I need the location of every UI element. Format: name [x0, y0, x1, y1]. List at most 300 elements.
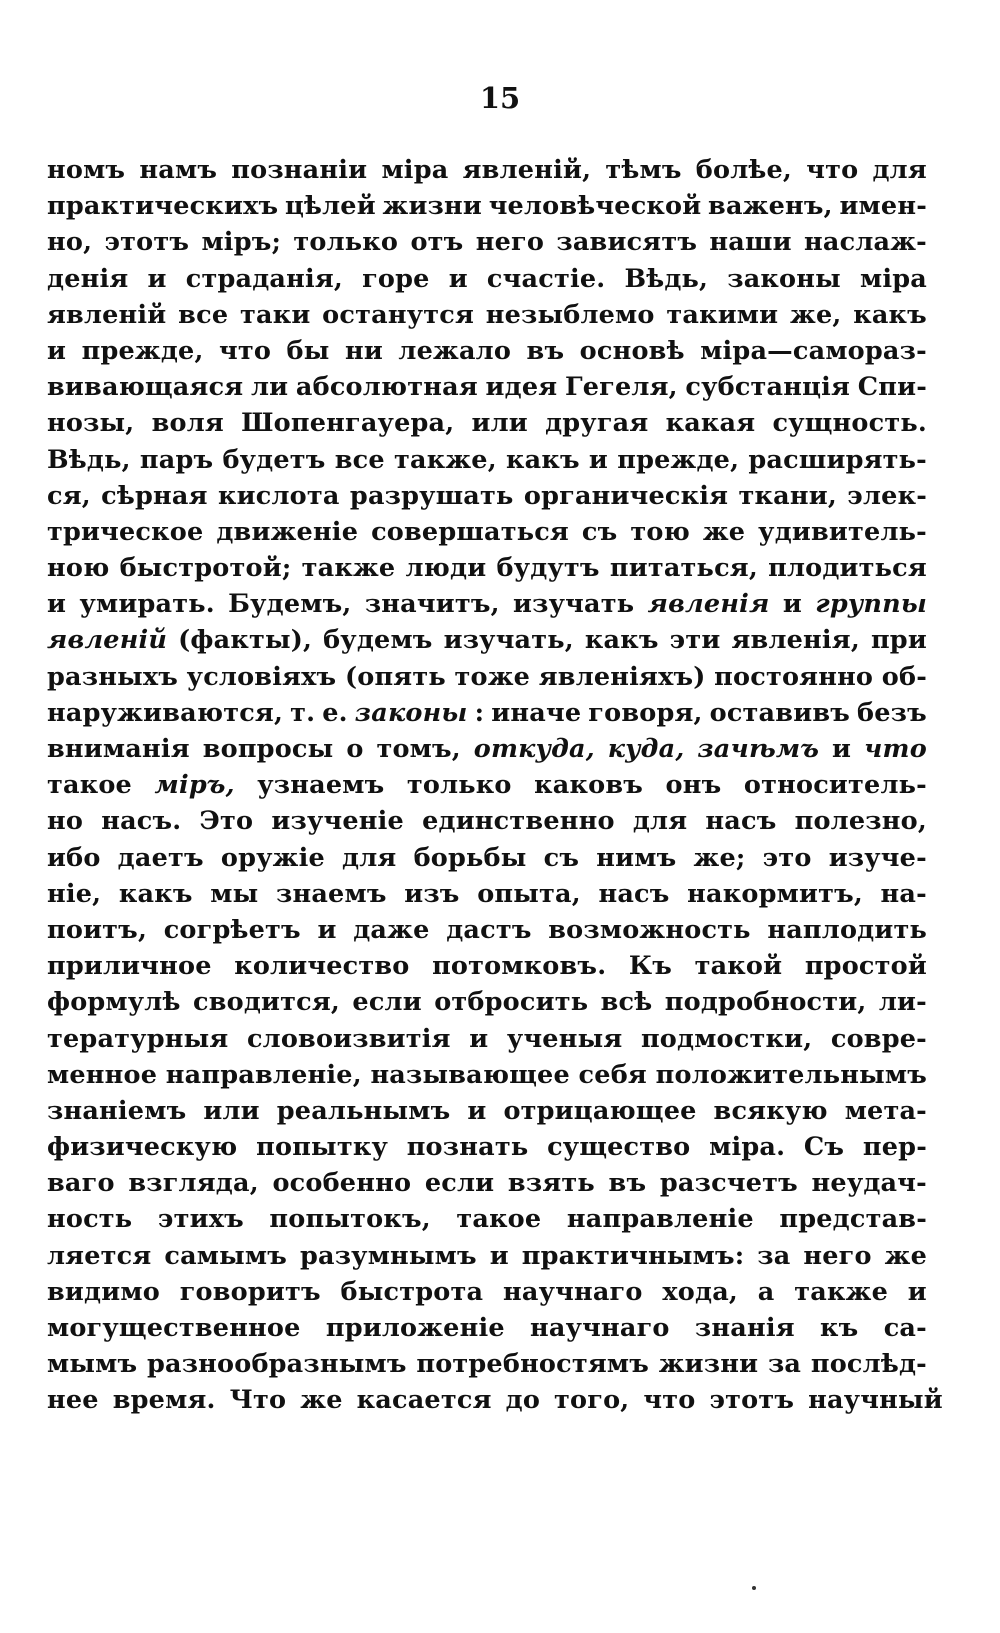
word: кислота: [218, 480, 340, 511]
word: положительнымъ: [655, 1059, 927, 1090]
word: согрѣетъ: [163, 914, 301, 945]
word: субстанція: [685, 372, 851, 403]
word: научнаго: [530, 1313, 670, 1343]
word: того,: [554, 1385, 630, 1416]
word: каковъ: [534, 770, 643, 801]
word: паръ: [139, 444, 214, 475]
word: идея: [485, 372, 558, 403]
word: сводится,: [193, 987, 341, 1018]
word: иначе: [491, 697, 582, 728]
word: все: [334, 444, 385, 475]
text-line: [47, 514, 927, 550]
emphasized-word: міръ,: [154, 770, 235, 801]
word: всякую: [713, 1095, 828, 1126]
word: и: [832, 734, 852, 764]
word: жизни: [658, 1349, 759, 1380]
word: это: [762, 842, 812, 873]
word: же: [884, 1240, 927, 1271]
word: же: [300, 1385, 343, 1416]
word: е.: [322, 697, 348, 728]
word: а: [757, 1276, 775, 1307]
word: что: [806, 155, 859, 185]
word: говоря,: [588, 697, 703, 728]
word: Вѣдь,: [624, 263, 709, 294]
word: ніе,: [47, 878, 102, 909]
word: накормитъ,: [687, 878, 863, 909]
word: тою: [630, 516, 690, 547]
word: какъ: [584, 625, 659, 656]
word: трическое: [47, 516, 204, 547]
word: міра: [859, 263, 927, 294]
word: при: [870, 625, 927, 656]
word: безъ: [857, 697, 927, 728]
word: счастіе.: [486, 263, 606, 294]
word: все: [178, 299, 229, 330]
word: плодиться: [768, 553, 927, 584]
word: нозы,: [47, 408, 135, 439]
word: Шопенгауера,: [241, 408, 455, 439]
word: если: [424, 1168, 495, 1199]
text-line: [47, 224, 927, 260]
word: и: [469, 1023, 489, 1054]
word: въ: [526, 335, 565, 366]
word: также: [794, 1276, 889, 1307]
word: онъ: [665, 770, 722, 801]
text-line: [47, 297, 927, 333]
word: для: [872, 155, 927, 185]
word: единственно: [422, 806, 615, 837]
word: Вѣдь,: [47, 444, 131, 475]
text-line: [47, 767, 927, 803]
word: разумнымъ: [299, 1240, 477, 1271]
word: какъ: [853, 299, 927, 330]
word: съ: [543, 842, 580, 873]
word: умирать.: [79, 589, 215, 620]
word: пер-: [862, 1132, 927, 1163]
emphasized-word: законы: [354, 697, 468, 728]
word: также,: [394, 444, 497, 475]
word: прежде,: [617, 444, 740, 475]
word: за: [757, 1240, 791, 1271]
word: познаніи: [231, 155, 368, 185]
text-line: [47, 1382, 943, 1418]
word: (факты),: [178, 625, 313, 656]
word: питаться,: [609, 553, 758, 584]
emphasized-word: что: [864, 734, 927, 764]
word: такое: [456, 1204, 542, 1235]
word: удивитель-: [758, 516, 927, 547]
word: болѣе,: [695, 155, 793, 185]
word: быстротой;: [119, 553, 292, 584]
word: мета-: [844, 1095, 927, 1126]
word: какъ: [118, 878, 193, 909]
word: и: [467, 1095, 487, 1126]
word: воля: [151, 408, 224, 439]
text-line: [47, 1057, 927, 1093]
word: и: [47, 589, 67, 620]
word: ученыя: [506, 1023, 623, 1054]
word: попытокъ,: [269, 1204, 431, 1235]
word: научнаго: [503, 1276, 643, 1307]
emphasized-word: явленія: [647, 589, 770, 620]
word: или: [471, 408, 528, 439]
text-line: [47, 876, 927, 912]
text-line: [47, 1093, 927, 1129]
word: знанія: [694, 1313, 795, 1343]
word: быстрота: [340, 1276, 484, 1307]
word: всѣ: [600, 987, 653, 1018]
word: что: [219, 335, 272, 366]
text-line: [47, 1165, 927, 1201]
text-line: [47, 948, 927, 984]
word: опыта,: [477, 878, 581, 909]
word: потребностямъ: [416, 1349, 650, 1380]
word: отъ: [410, 227, 464, 258]
word: также: [301, 553, 396, 584]
word: міра—самораз-: [700, 335, 927, 366]
word: Что: [229, 1385, 287, 1416]
word: за: [767, 1349, 802, 1380]
word: себя: [578, 1059, 647, 1090]
word: незыблемо: [485, 299, 655, 330]
emphasized-word: группы: [815, 589, 927, 620]
word: разныхъ: [47, 661, 179, 692]
word: подмостки,: [640, 1023, 813, 1054]
word: что: [643, 1385, 696, 1416]
word: наслаж-: [804, 227, 927, 258]
word: мы: [210, 878, 259, 909]
word: законы: [727, 263, 841, 294]
text-line: [47, 984, 927, 1020]
word: приложеніе: [325, 1313, 505, 1343]
word: наруживаются,: [47, 697, 284, 728]
word: разсчетъ: [659, 1168, 798, 1199]
word: :: [474, 697, 485, 728]
word: относитель-: [743, 770, 927, 801]
word: ность: [47, 1204, 133, 1235]
word: Гегеля,: [564, 372, 678, 403]
word: будемъ: [323, 625, 433, 656]
word: ни: [344, 335, 383, 366]
word: основѣ: [579, 335, 685, 366]
word: о: [346, 734, 364, 764]
word: сущность.: [772, 408, 927, 439]
word: и: [489, 1240, 509, 1271]
word: разрушать: [349, 480, 514, 511]
text-line: [47, 912, 927, 948]
word: изученіе: [271, 806, 404, 837]
text-line: [47, 261, 927, 297]
word: горе: [362, 263, 430, 294]
body-text: [47, 152, 943, 1419]
word: и: [782, 589, 802, 620]
emphasized-word: откуда,: [473, 734, 595, 764]
text-line: [47, 478, 927, 514]
word: ляется: [47, 1240, 152, 1271]
word: борьбы: [413, 842, 527, 873]
word: существо: [547, 1132, 691, 1163]
word: касается: [356, 1385, 492, 1416]
word: нее: [47, 1385, 99, 1416]
word: отбросить: [434, 987, 589, 1018]
word: наплодить: [767, 914, 927, 945]
word: тературныя: [47, 1023, 229, 1054]
word: лежало: [398, 335, 512, 366]
text-line: [47, 550, 927, 586]
text-line: [47, 1310, 927, 1346]
word: поитъ,: [47, 914, 148, 945]
word: практическихъ: [47, 191, 279, 222]
text-line: [47, 442, 927, 478]
word: знаніемъ: [47, 1095, 187, 1126]
word: только: [406, 770, 512, 801]
word: значитъ,: [364, 589, 500, 620]
word: явленія,: [731, 625, 860, 656]
text-line: [47, 1129, 927, 1165]
word: особенно: [272, 1168, 412, 1199]
word: таки: [239, 299, 311, 330]
word: даже: [353, 914, 430, 945]
word: и: [47, 335, 67, 366]
word: отрицающее: [503, 1095, 697, 1126]
word: изуче-: [828, 842, 927, 873]
word: и: [907, 1276, 927, 1307]
word: взгляда,: [128, 1168, 259, 1199]
word: въ: [608, 1168, 647, 1199]
word: другая: [545, 408, 649, 439]
emphasized-word: куда,: [607, 734, 685, 764]
word: и: [588, 444, 609, 475]
word: ною: [47, 553, 110, 584]
word: или: [203, 1095, 260, 1126]
word: подробности,: [664, 987, 867, 1018]
word: явленій: [47, 299, 167, 330]
text-line: [47, 1346, 927, 1382]
text-line: [47, 840, 927, 876]
word: Съ: [803, 1132, 845, 1163]
text-line: [47, 731, 927, 767]
word: т.: [290, 697, 316, 728]
word: и: [317, 914, 337, 945]
word: жизни: [382, 191, 483, 222]
text-line: [47, 1201, 927, 1237]
word: расширять-: [748, 444, 927, 475]
word: ся,: [47, 480, 91, 511]
word: возможность: [548, 914, 751, 945]
word: только: [293, 227, 399, 258]
word: условіяхъ: [186, 661, 337, 692]
word: даетъ: [117, 842, 204, 873]
word: полезно,: [794, 806, 927, 837]
word: же,: [790, 299, 842, 330]
word: видимо: [47, 1276, 160, 1307]
word: разнообразнымъ: [146, 1349, 407, 1380]
word: практичнымъ:: [521, 1240, 745, 1271]
word: мымъ: [47, 1349, 138, 1380]
word: вопросы: [202, 734, 334, 764]
word: намъ: [139, 155, 218, 185]
word: могущественное: [47, 1313, 301, 1343]
word: прежде,: [81, 335, 204, 366]
text-line: [47, 333, 927, 369]
word: направленіе,: [165, 1059, 362, 1090]
word: движеніе: [216, 516, 359, 547]
word: этотъ: [104, 227, 190, 258]
word: послѣд-: [810, 1349, 927, 1380]
word: неудач-: [811, 1168, 927, 1199]
word: эти: [669, 625, 721, 656]
word: цѣлей: [284, 191, 376, 222]
word: простой: [804, 951, 927, 982]
word: Къ: [628, 951, 673, 982]
word: зависятъ: [556, 227, 698, 258]
word: и: [147, 263, 167, 294]
word: ваго: [47, 1168, 115, 1199]
word: хода,: [662, 1276, 738, 1307]
word: вниманія: [47, 734, 190, 764]
word: узнаемъ: [257, 770, 385, 801]
word: время.: [112, 1385, 216, 1416]
word: ли-: [878, 987, 927, 1018]
word: (опять: [344, 661, 446, 692]
word: потомковъ.: [432, 951, 607, 982]
text-line: [47, 369, 927, 405]
word: физическую: [47, 1132, 238, 1163]
word: дастъ: [446, 914, 532, 945]
text-line: [47, 188, 927, 224]
text-line: [47, 622, 927, 658]
word: сѣрная: [101, 480, 208, 511]
text-line: [47, 1021, 927, 1057]
word: ткани,: [738, 480, 837, 511]
word: томъ,: [376, 734, 461, 764]
word: познать: [406, 1132, 529, 1163]
word: міра.: [709, 1132, 786, 1163]
word: представ-: [779, 1204, 927, 1235]
word: реальнымъ: [276, 1095, 451, 1126]
word: него: [475, 227, 545, 258]
word: страданія,: [185, 263, 344, 294]
word: останутся: [322, 299, 474, 330]
word: но,: [47, 227, 93, 258]
word: Спи-: [857, 372, 927, 403]
word: же;: [693, 842, 746, 873]
word: постоянно: [714, 661, 874, 692]
word: до: [505, 1385, 541, 1416]
word: но: [47, 806, 84, 837]
word: количество: [234, 951, 410, 982]
word: нимъ: [596, 842, 677, 873]
word: міръ;: [201, 227, 282, 258]
word: словоизвитія: [246, 1023, 451, 1054]
word: Будемъ,: [228, 589, 352, 620]
word: менное: [47, 1059, 158, 1090]
word: бы: [286, 335, 330, 366]
word: съ: [581, 516, 618, 547]
word: совершаться: [371, 516, 569, 547]
word: явленій,: [462, 155, 592, 185]
word: направленіе: [566, 1204, 754, 1235]
word: называющее: [370, 1059, 570, 1090]
emphasized-word: явленій: [47, 625, 168, 656]
word: и: [448, 263, 468, 294]
word: денія: [47, 263, 129, 294]
word: ли: [250, 372, 289, 403]
text-line: [47, 1238, 927, 1274]
word: явленіяхъ): [538, 661, 706, 692]
word: если: [352, 987, 422, 1018]
word: об-: [881, 661, 927, 692]
word: тоже: [454, 661, 531, 692]
word: совре-: [830, 1023, 927, 1054]
word: номъ: [47, 155, 126, 185]
word: органическія: [523, 480, 729, 511]
word: люди: [405, 553, 487, 584]
word: имен-: [839, 191, 927, 222]
word: для: [342, 842, 397, 873]
word: него: [803, 1240, 872, 1271]
emphasized-word: зачѣмъ: [697, 734, 820, 764]
word: будутъ: [496, 553, 600, 584]
text-line: [47, 1274, 927, 1310]
ink-speck: [752, 1586, 756, 1590]
word: этихъ: [157, 1204, 244, 1235]
text-line: [47, 659, 927, 695]
word: насъ: [705, 806, 777, 837]
word: къ: [820, 1313, 859, 1343]
word: самымъ: [164, 1240, 288, 1271]
word: попытку: [256, 1132, 388, 1163]
word: какая: [665, 408, 756, 439]
text-line: [47, 405, 927, 441]
word: на-: [880, 878, 927, 909]
word: Это: [199, 806, 254, 837]
word: говоритъ: [179, 1276, 321, 1307]
text-line: [47, 586, 927, 622]
word: насъ.: [101, 806, 182, 837]
text-line: [47, 152, 927, 188]
word: насъ: [598, 878, 670, 909]
page-number: 15: [479, 81, 521, 115]
word: этотъ: [709, 1385, 795, 1416]
word: элек-: [847, 480, 927, 511]
word: такой: [694, 951, 783, 982]
word: абсолютная: [295, 372, 478, 403]
word: изучать: [513, 589, 635, 620]
word: міра: [381, 155, 449, 185]
word: взять: [507, 1168, 595, 1199]
word: будетъ: [222, 444, 326, 475]
word: какъ: [506, 444, 580, 475]
word: изучать,: [443, 625, 574, 656]
word: важенъ,: [708, 191, 833, 222]
word: тѣмъ: [605, 155, 682, 185]
word: формулѣ: [47, 987, 181, 1018]
word: такое: [47, 770, 132, 801]
word: наши: [709, 227, 792, 258]
word: такими: [666, 299, 779, 330]
word: изъ: [404, 878, 460, 909]
word: приличное: [47, 951, 212, 982]
word: ибо: [47, 842, 101, 873]
word: оставивъ: [709, 697, 850, 728]
word: знаемъ: [275, 878, 387, 909]
word: человѣческой: [488, 191, 702, 222]
word: оружіе: [220, 842, 325, 873]
word: вивающаяся: [47, 372, 244, 403]
word: же: [702, 516, 746, 547]
word: для: [632, 806, 688, 837]
